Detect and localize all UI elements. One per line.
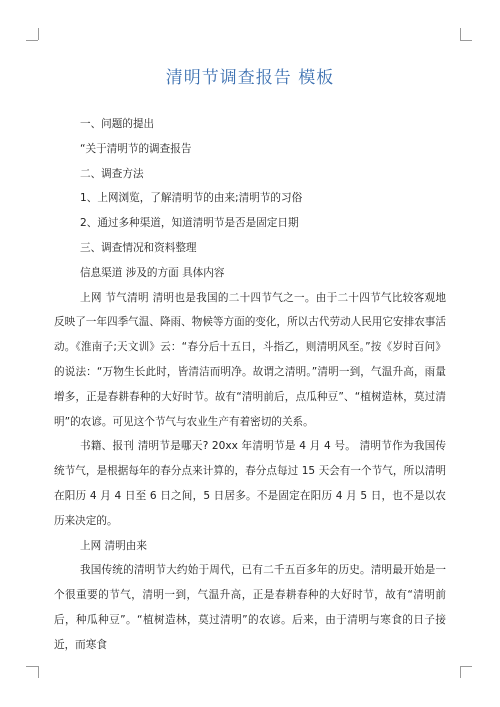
- report-subject: “关于清明节的调查报告: [80, 142, 192, 155]
- heading-survey: 三、调查情况和资料整理: [80, 241, 197, 254]
- paragraph-origin: 我国传统的清明节大约始于周代，已有二千五百多年的历史。清明最开始是一个很重要的节气，清明一到，气温升高，正是春耕春种的大好时节，故有“清明前后，种瓜种豆”。“植树造林，莫过清明”的农谚。后来，由于清明与寒食的日子接近，而寒食: [54, 564, 446, 651]
- paragraph-date: 书籍、报刊 清明节是哪天? 20xx 年清明节是 4 月 4 号。 清明节作为我国传统节气，是根据每年的春分点来计算的，春分点每过 15 天会有一个节气，所以清明在阳历 4 月 4 日至 6 日之间，5 日居多。不是固定在阳历 4 月 5 日，也不是以农历来决定的。: [54, 440, 446, 527]
- method-item-1: 1、上网浏览，了解清明节的由来;清明节的习俗: [80, 192, 303, 205]
- document-body: [54, 112, 446, 658]
- document-title: 清明节调查报告 模板: [165, 68, 335, 88]
- paragraph-origin-heading: 上网 清明由来: [80, 539, 147, 552]
- heading-problem: 一、问题的提出: [80, 118, 155, 130]
- table-header-line: 信息渠道 涉及的方面 具体内容: [80, 266, 225, 279]
- method-item-2: 2、通过多种渠道，知道清明节是否是固定日期: [80, 217, 299, 230]
- heading-method: 二、调查方法: [80, 167, 144, 180]
- paragraph-solar-term: 上网 节气清明 清明也是我国的二十四节气之一。由于二十四节气比较客观地反映了一年四季气温、降雨、物候等方面的变化，所以古代劳动人民用它安排农事活动。《淮南子;天文训》云：“春分后十五日，斗指乙，则清明风至。”按《岁时百问》的说法：“万物生长此时，皆清洁而明净。故谓之清明。”清明一到，气温升高，雨量增多，正是春耕春种的大好时节。故有“清明前后，点瓜种豆”、“植树造林，莫过清明”的农谚。可见这个节气与农业生产有着密切的关系。: [54, 291, 446, 428]
